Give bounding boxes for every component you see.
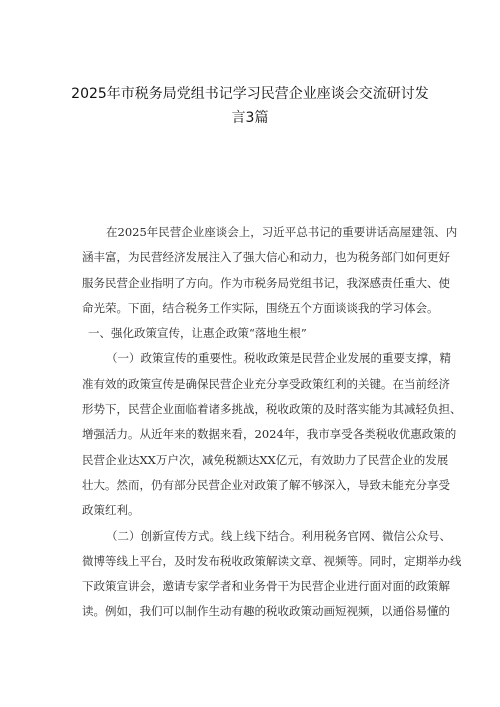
paragraph-line: （二）创新宣传方式。线上线下结合。利用税务官网、微信公众号、: [106, 528, 451, 543]
title-line-1: 2025年市税务局党组书记学习民营企业座谈会交流研讨发: [71, 86, 429, 102]
paragraph-line: 政策红利。: [82, 503, 140, 518]
paragraph-line: 形势下，民营企业面临着诸多挑战，税收政策的及时落实能为其减轻负担、: [82, 402, 462, 417]
paragraph-line: 读。例如，我们可以制作生动有趣的税收政策动画短视频，以通俗易懂的: [82, 604, 450, 619]
title-line-2: 言3篇: [231, 110, 269, 126]
paragraph-line: 涵丰富，为民营经济发展注入了强大信心和动力，也为税务部门如何更好: [82, 250, 450, 265]
paragraph-line: 准有效的政策宣传是确保民营企业充分享受政策红利的关键。在当前经济: [82, 376, 450, 391]
paragraph-line: 下政策宣讲会，邀请专家学者和业务骨干为民营企业进行面对面的政策解: [82, 579, 450, 594]
paragraph-line: 壮大。然而，仍有部分民营企业对政策了解不够深入，导致未能充分享受: [82, 477, 450, 492]
paragraph-line: 服务民营企业指明了方向。作为市税务局党组书记，我深感责任重大、使: [82, 275, 450, 290]
paragraph-line: 微博等线上平台，及时发布税收政策解读文章、视频等。同时，定期举办线: [82, 553, 462, 568]
paragraph-line: 在2025年民营企业座谈会上，习近平总书记的重要讲话高屋建瓴、内: [106, 225, 458, 239]
paragraph-line: 民营企业达XX万户次，减免税额达XX亿元，有效助力了民营企业的发展: [82, 452, 449, 467]
section-heading: 一、强化政策宣传，让惠企政策“落地生根”: [88, 326, 307, 341]
document-body: [82, 220, 462, 625]
paragraph-line: 命光荣。下面，结合税务工作实际，围绕五个方面谈谈我的学习体会。: [82, 300, 439, 315]
document-title: [60, 82, 440, 130]
paragraph-line: 增强活力。从近年来的数据来看，2024年，我市享受各类税收优惠政策的: [82, 427, 457, 442]
paragraph-line: （一）政策宣传的重要性。税收政策是民营企业发展的重要支撑，精: [106, 351, 451, 366]
